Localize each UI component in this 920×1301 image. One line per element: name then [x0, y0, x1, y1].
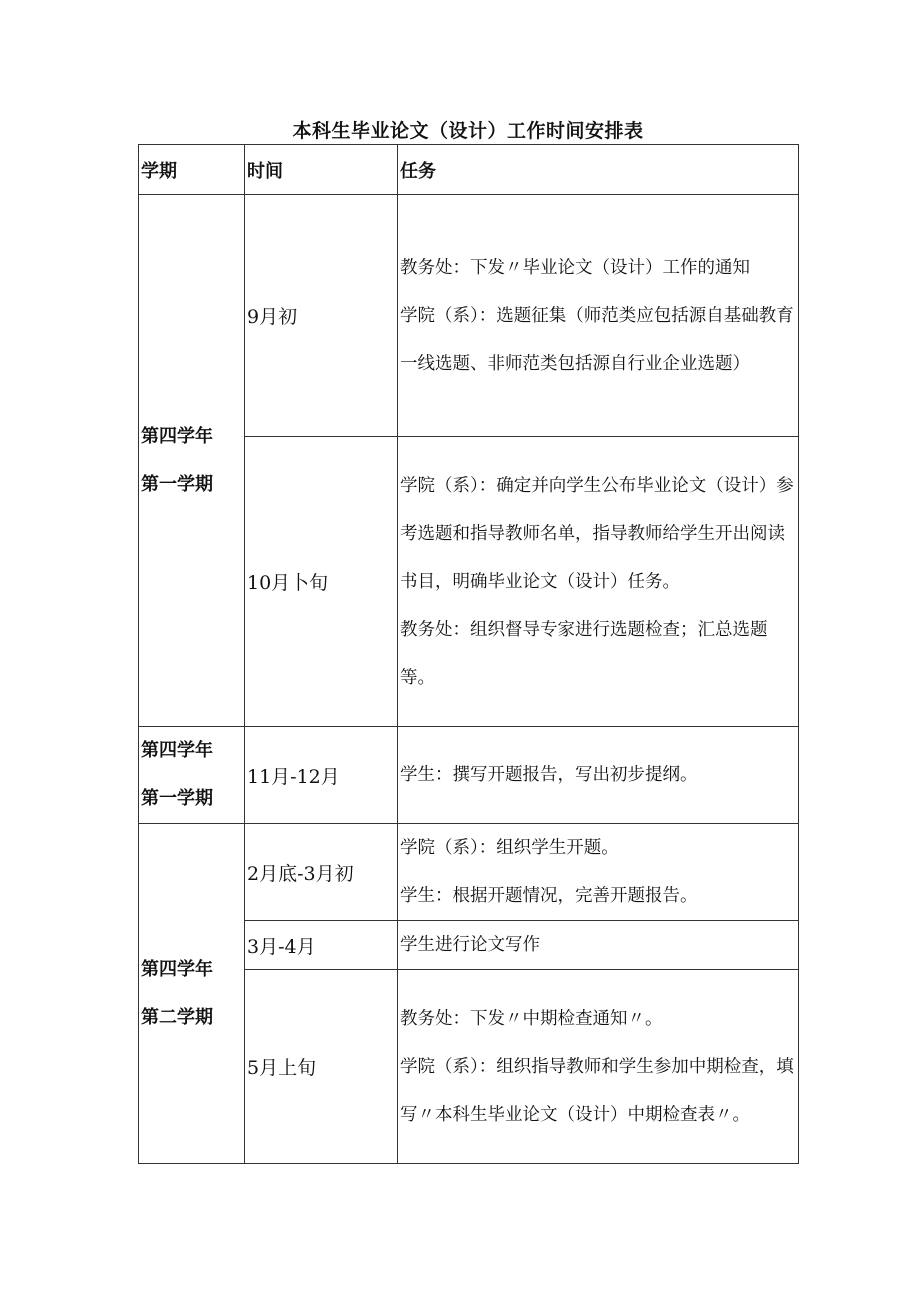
document-title: 本科生毕业论文（设计）工作时间安排表 — [292, 120, 644, 142]
time-cell: 11月-12月 — [245, 727, 398, 824]
header-task: 任务 — [398, 145, 799, 195]
term-semester: 第二学期 — [141, 1006, 213, 1028]
term-year: 第四学年 — [141, 958, 213, 980]
task-cell — [398, 437, 799, 727]
task-line: 学院（系）：确定并向学生公布毕业论文（设计）参考选题和指导教师名单，指导教师给学生开出阅读书目，明确毕业论文（设计）任务。 — [400, 475, 794, 592]
term-cell — [139, 195, 245, 727]
task-cell — [398, 824, 799, 921]
header-term: 学期 — [139, 145, 245, 195]
table-row — [139, 824, 799, 921]
task-cell — [398, 195, 799, 437]
schedule-table — [138, 144, 799, 1164]
table-header-row — [139, 145, 799, 195]
task-cell — [398, 970, 799, 1164]
header-time: 时间 — [245, 145, 398, 195]
time-cell: 2月底-3月初 — [245, 824, 398, 921]
task-line: 学院（系）：组织学生开题。 — [400, 838, 619, 858]
term-cell — [139, 824, 245, 1164]
task-line: 学生：撰写开题报告，写出初步提纲。 — [400, 765, 698, 785]
task-line: 学院（系）：选题征集（师范类应包括源自基础教育一线选题、非师范类包括源自行业企业选题） — [400, 305, 794, 374]
table-row — [139, 727, 799, 824]
term-year: 第四学年 — [141, 425, 213, 447]
term-semester: 第一学期 — [141, 473, 213, 495]
task-line: 教务处：下发〃中期检查通知〃。 — [400, 1008, 663, 1029]
task-line: 教务处：下发〃毕业论文（设计）工作的通知 — [400, 257, 750, 278]
table-row — [139, 195, 799, 437]
task-line: 教务处：组织督导专家进行选题检查；汇总选题等。 — [400, 619, 768, 688]
task-line: 学生：根据开题情况，完善开题报告。 — [400, 886, 698, 906]
term-cell — [139, 727, 245, 824]
time-cell: 5月上旬 — [245, 970, 398, 1164]
task-cell — [398, 921, 799, 970]
time-cell: 10月卜旬 — [245, 437, 398, 727]
term-year: 第四学年 — [141, 740, 213, 761]
task-line: 学院（系）：组织指导教师和学生参加中期检查，填写〃本科生毕业论文（设计）中期检查表〃。 — [400, 1056, 794, 1125]
time-cell: 3月-4月 — [245, 921, 398, 970]
time-cell: 9月初 — [245, 195, 398, 437]
task-cell — [398, 727, 799, 824]
task-line: 学生进行论文写作 — [400, 935, 540, 955]
term-semester: 第一学期 — [141, 788, 213, 809]
